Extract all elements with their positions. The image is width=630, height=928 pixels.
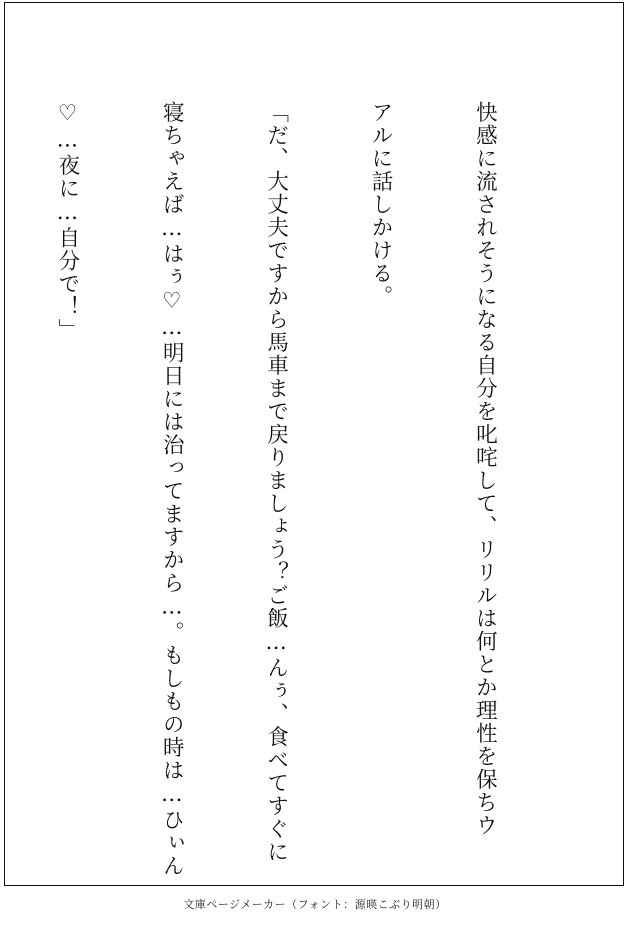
footer-caption: 文庫ページメーカー（フォント：源暎こぶり明朝）: [183, 898, 447, 911]
text-line: 「だ、大丈夫ですから馬車まで戻りましょう？ご飯…んぅ、食べてすぐに: [263, 101, 289, 864]
page-frame: [4, 2, 624, 886]
body-text-area: [54, 101, 571, 878]
text-line: ♡…夜に…自分で！」: [54, 101, 80, 342]
vertical-body-text: [54, 101, 571, 878]
text-line: 寝ちゃえば…はぅ♡…明日には治ってますから…。もしもの時は…ひぃん: [159, 101, 185, 878]
text-line: 快感に流されそうになる自分を叱咤して、リリルは何とか理性を保ちウ: [472, 101, 498, 837]
text-line: アルに話しかける。: [368, 101, 394, 308]
